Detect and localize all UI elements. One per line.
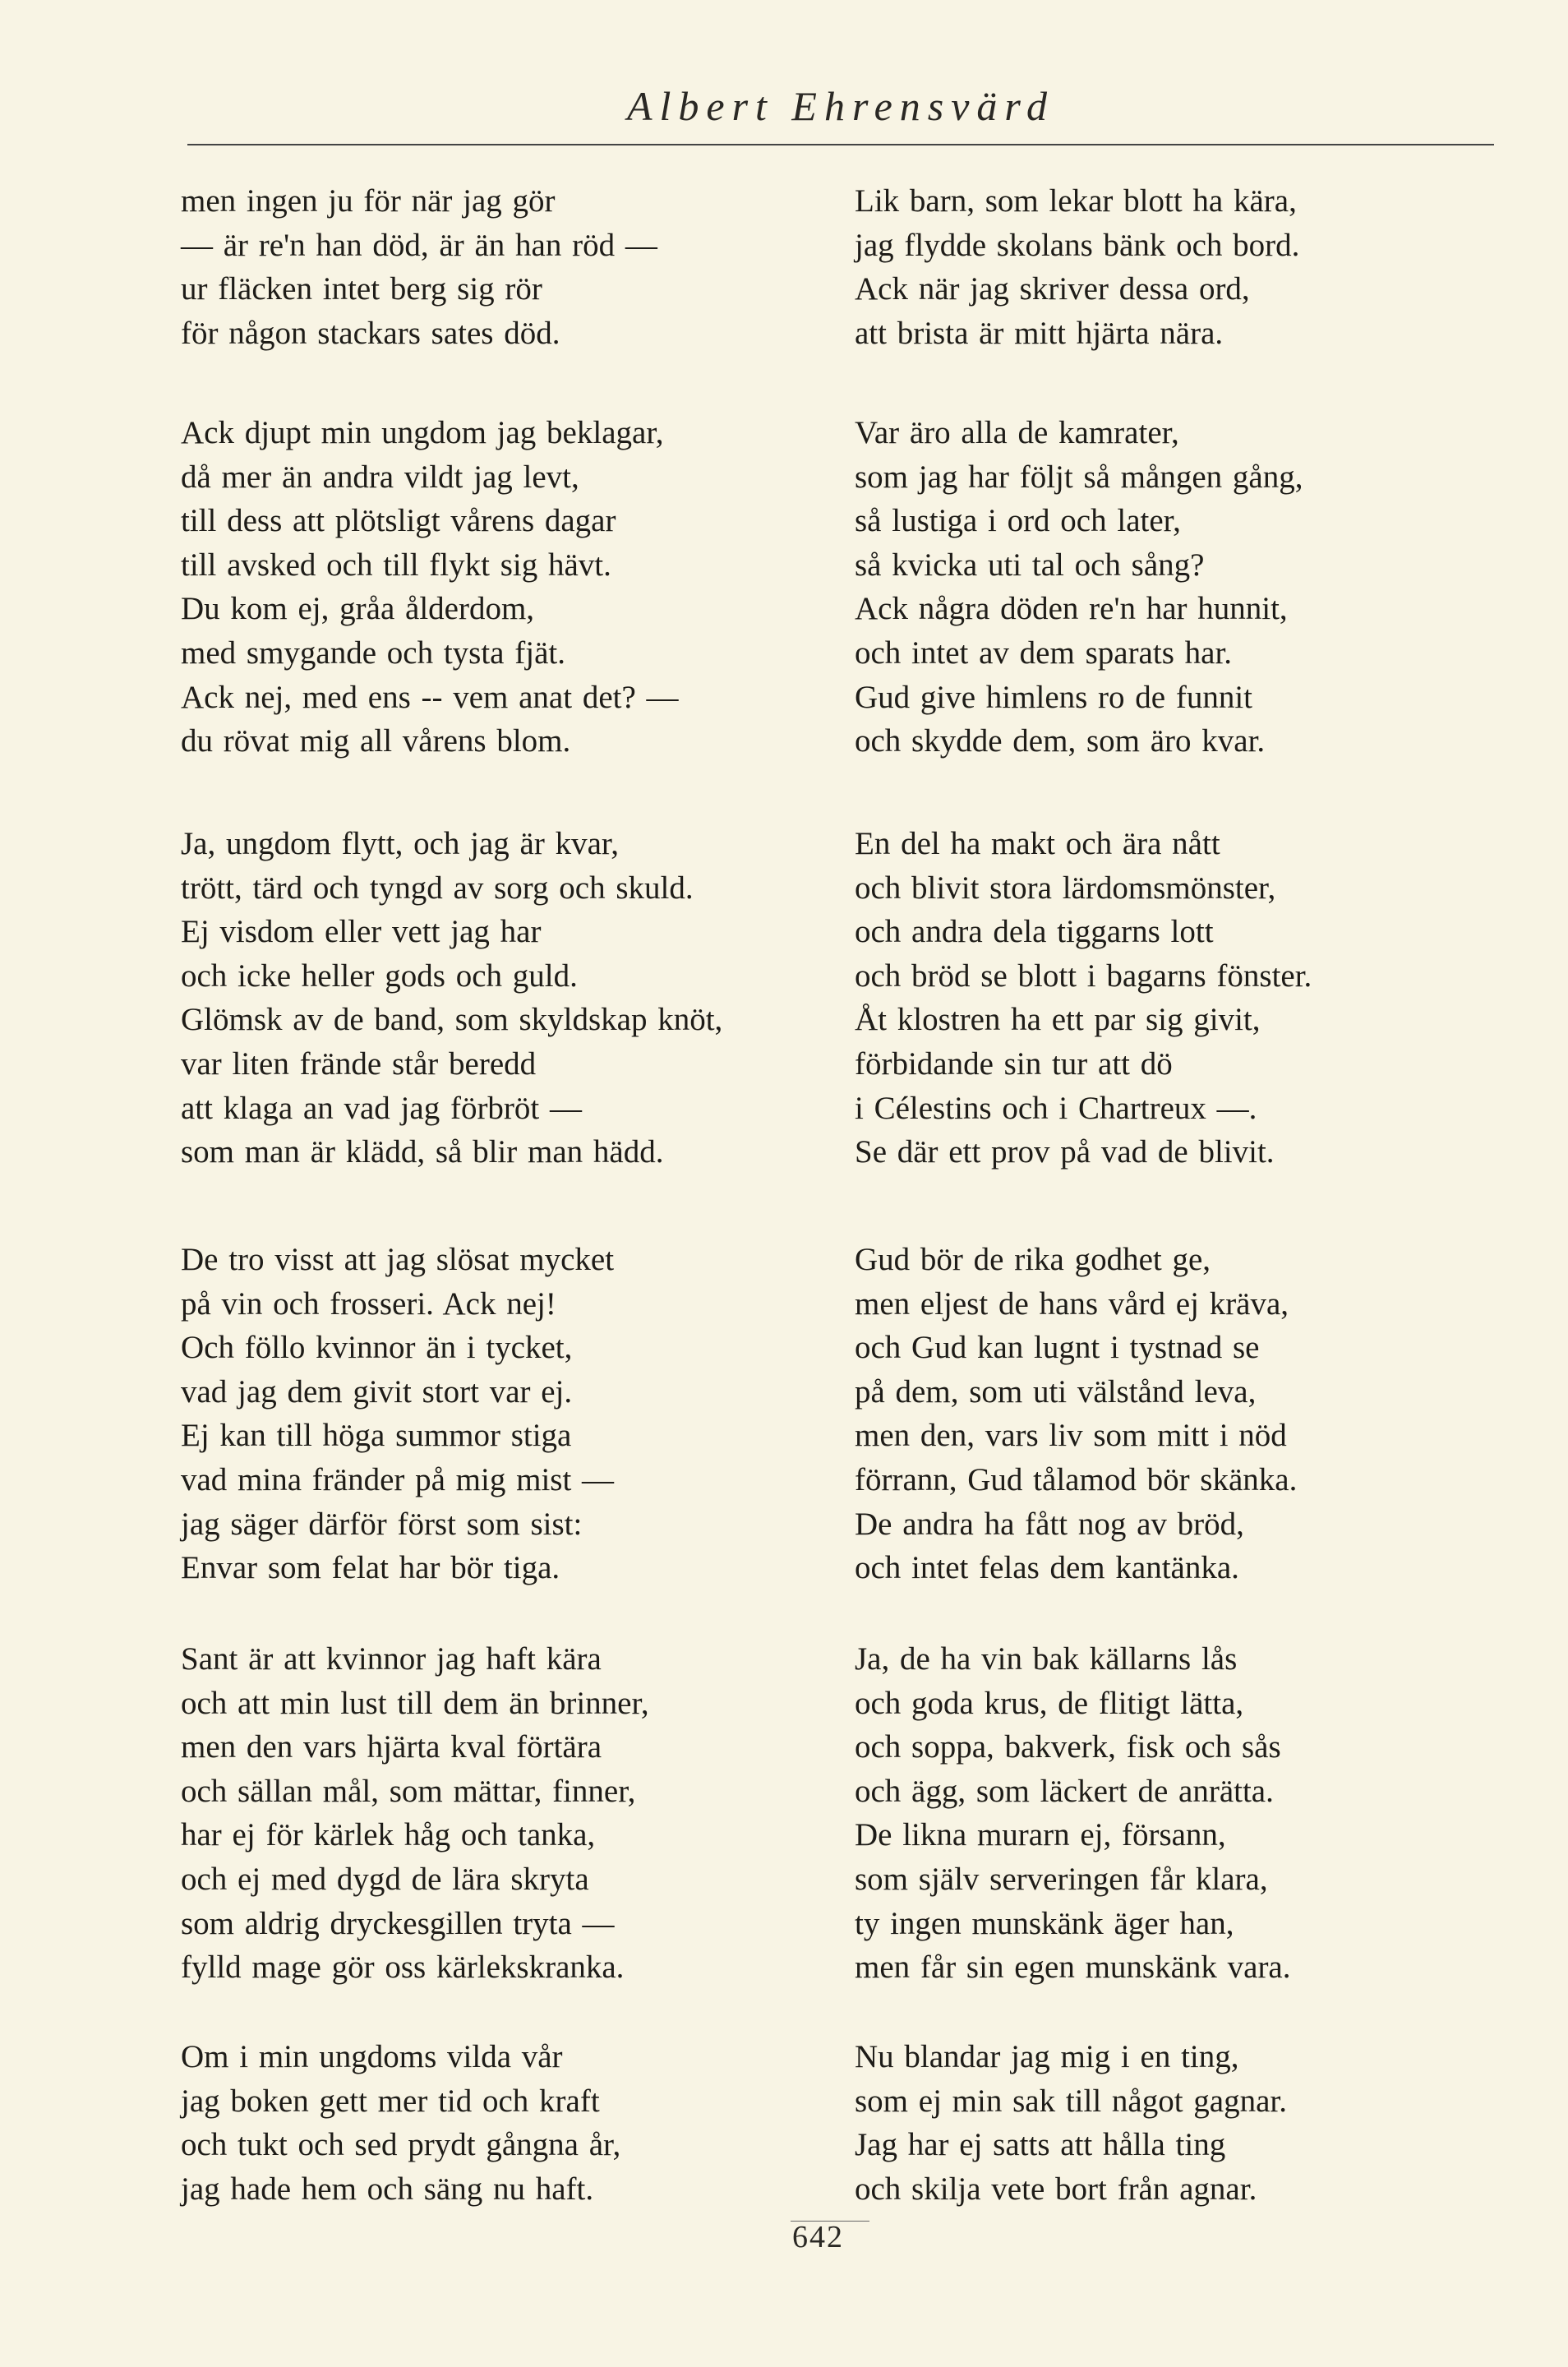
page-number: 642 [792,2220,844,2254]
verse-line: Om i min ungdoms vilda vår [181,2039,563,2074]
verse-line: till avsked och till flykt sig hävt. [181,547,611,583]
verse-line: med smygande och tysta fjät. [181,634,565,671]
stanza [855,179,1479,355]
verse-line: Se där ett prov på vad de blivit. [855,1134,1275,1170]
verse-line: De likna murarn ej, försann, [855,1817,1226,1853]
verse-line: jag hade hem och säng nu haft. [181,2171,594,2207]
stanza [181,411,805,764]
verse-line: men ingen ju för när jag gör [181,183,556,219]
verse-line: Du kom ej, gråa ålderdom, [181,591,535,627]
verse-line: till dess att plötsligt vårens dagar [181,503,616,539]
verse-line: Lik barn, som lekar blott ha kära, [855,183,1297,219]
verse-line: Gud give himlens ro de funnit [855,679,1253,715]
verse-line: Glömsk av de band, som skyldskap knöt, [181,1002,723,1038]
verse-line: och bröd se blott i bagarns fönster. [855,957,1312,994]
verse-line: Envar som felat har bör tiga. [181,1550,560,1586]
verse-line: Ack nej, med ens -- vem anat det? — [181,679,679,715]
verse-line: jag boken gett mer tid och kraft [181,2083,600,2119]
verse-line: En del ha makt och ära nått [855,826,1220,861]
verse-line: och intet av dem sparats har. [855,634,1233,671]
verse-line: som ej min sak till något gagnar. [855,2083,1288,2119]
verse-line: då mer än andra vildt jag levt, [181,459,579,495]
verse-line: men den vars hjärta kval förtära [181,1729,602,1765]
verse-line: som aldrig dryckesgillen tryta — [181,1905,615,1941]
verse-line: Nu blandar jag mig i en ting, [855,2039,1239,2074]
verse-line: Och föllo kvinnor än i tycket, [181,1330,573,1366]
verse-line: och skilja vete bort från agnar. [855,2171,1257,2207]
verse-line: för någon stackars sates död. [181,315,560,351]
stanza [181,1637,805,1990]
verse-line: förrann, Gud tålamod bör skänka. [855,1461,1298,1497]
verse-line: och skydde dem, som äro kvar. [855,723,1266,759]
verse-line: så kvicka uti tal och sång? [855,547,1205,583]
verse-line: fylld mage gör oss kärlekskranka. [181,1949,625,1986]
verse-line: att brista är mitt hjärta nära. [855,315,1224,351]
verse-line: på dem, som uti välstånd leva, [855,1373,1257,1410]
verse-line: var liten frände står beredd [181,1045,537,1082]
verse-line: som själv serveringen får klara, [855,1861,1268,1897]
stanza [855,2035,1479,2211]
verse-line: att klaga an vad jag förbröt — [181,1090,582,1126]
verse-line: förbidande sin tur att dö [855,1045,1173,1082]
header-rule [187,144,1494,145]
verse-line: jag flydde skolans bänk och bord. [855,227,1300,263]
verse-line: och icke heller gods och guld. [181,957,578,994]
verse-line: men får sin egen munskänk vara. [855,1949,1291,1986]
verse-line: och soppa, bakverk, fisk och sås [855,1729,1281,1765]
verse-line: Ja, ungdom flytt, och jag är kvar, [181,826,620,861]
verse-line: Åt klostren ha ett par sig givit, [855,1002,1261,1038]
verse-line: och tukt och sed prydt gångna år, [181,2127,621,2163]
verse-line: Var äro alla de kamrater, [855,415,1179,450]
verse-line: och blivit stora lärdomsmönster, [855,870,1276,906]
verse-line: — är re'n han död, är än han röd — [181,227,657,263]
verse-line: på vin och frosseri. Ack nej! [181,1285,556,1322]
verse-line: ur fläcken intet berg sig rör [181,271,542,307]
verse-line: Ej kan till höga summor stiga [181,1418,572,1454]
verse-line: och ägg, som läckert de anrätta. [855,1773,1274,1809]
verse-line: trött, tärd och tyngd av sorg och skuld. [181,870,694,906]
verse-line: och intet felas dem kantänka. [855,1550,1239,1586]
verse-line: men den, vars liv som mitt i nöd [855,1418,1287,1454]
stanza [855,822,1479,1174]
verse-line: och sällan mål, som mättar, finner, [181,1773,636,1809]
verse-line: har ej för kärlek håg och tanka, [181,1817,596,1853]
verse-line: och att min lust till dem än brinner, [181,1685,649,1721]
verse-line: Gud bör de rika godhet ge, [855,1242,1211,1277]
verse-line: De andra ha fått nog av bröd, [855,1506,1244,1542]
verse-line: Ej visdom eller vett jag har [181,914,542,950]
verse-line: i Célestins och i Chartreux —. [855,1090,1257,1126]
verse-line: som jag har följt så mången gång, [855,459,1303,495]
stanza [181,1238,805,1590]
verse-line: Ack några döden re'n har hunnit, [855,591,1288,627]
verse-line: och ej med dygd de lära skryta [181,1861,589,1897]
verse-line: jag säger därför först som sist: [181,1506,583,1542]
running-header: Albert Ehrensvärd [626,83,1055,129]
verse-line: som man är klädd, så blir man hädd. [181,1134,664,1170]
verse-line: du rövat mig all vårens blom. [181,723,571,759]
verse-line: och goda krus, de flitigt lätta, [855,1685,1244,1721]
stanza [181,2035,805,2211]
stanza [855,1238,1479,1590]
verse-line: Sant är att kvinnor jag haft kära [181,1641,602,1677]
verse-line: och andra dela tiggarns lott [855,914,1214,950]
verse-line: Jag har ej satts att hålla ting [855,2127,1226,2163]
verse-line: Ack när jag skriver dessa ord, [855,271,1250,307]
verse-line: så lustiga i ord och later, [855,503,1181,539]
verse-line: Ja, de ha vin bak källarns lås [855,1641,1238,1677]
verse-line: Ack djupt min ungdom jag beklagar, [181,415,664,450]
verse-line: vad jag dem givit stort var ej. [181,1373,573,1410]
verse-line: vad mina fränder på mig mist — [181,1461,615,1497]
stanza [181,179,805,355]
verse-line: De tro visst att jag slösat mycket [181,1242,615,1277]
verse-line: och Gud kan lugnt i tystnad se [855,1330,1260,1366]
stanza [855,1637,1479,1990]
verse-line: men eljest de hans vård ej kräva, [855,1285,1289,1322]
stanza [855,411,1479,764]
stanza [181,822,805,1174]
verse-line: ty ingen munskänk äger han, [855,1905,1234,1941]
